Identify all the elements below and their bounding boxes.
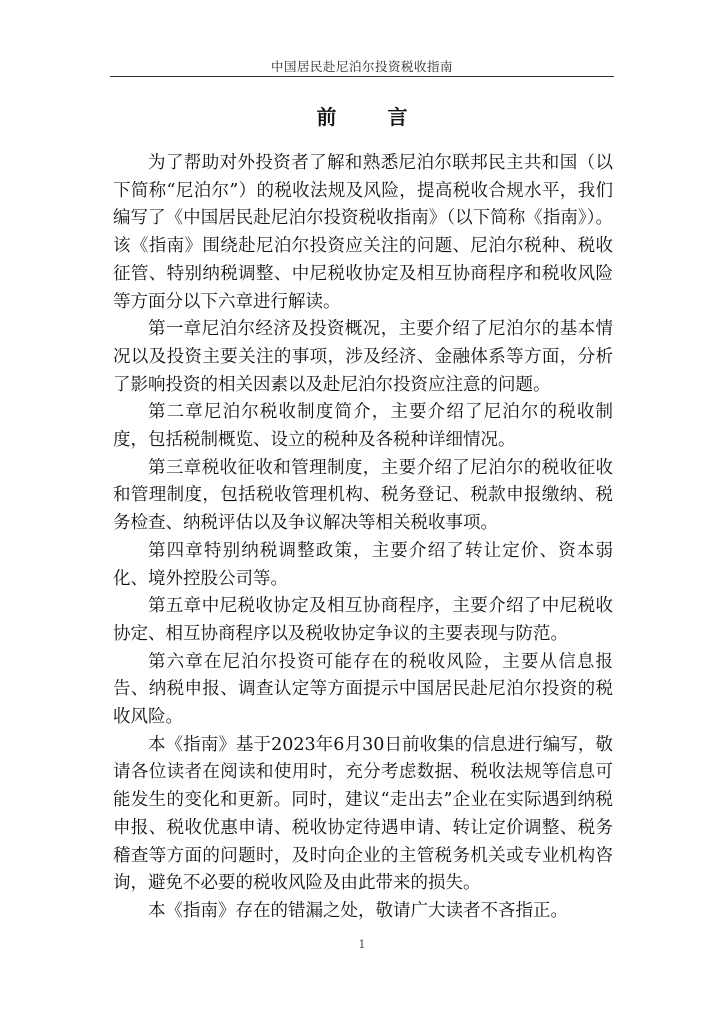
paragraph-disclaimer: 本《指南》基于2023年6月30日前收集的信息进行编写，敬请各位读者在阅读和使用时，充分考虑数据、税收法规等信息可能发生的变化和更新。同时，建议“走出去”企业在实际遇到纳税申报、税收优惠申请、税收协定待遇申请、转让定价调整、税务稽查等方面的问题时，及时向企业的主管税务机关或专业机构咨询，避免不必要的税收风险及由此带来的损失。 [113,734,613,894]
body-text [113,150,613,926]
paragraph-chapter-4: 第四章特别纳税调整政策，主要介绍了转让定价、资本弱化、境外控股公司等。 [113,540,613,589]
paragraph-chapter-2: 第二章尼泊尔税收制度简介，主要介绍了尼泊尔的税收制度，包括税制概览、设立的税种及各税种详细情况。 [113,402,613,451]
paragraph-chapter-5: 第五章中尼税收协定及相互协商程序，主要介绍了中尼税收协定、相互协商程序以及税收协定争议的主要表现与防范。 [113,596,613,644]
header-divider [110,76,614,77]
paragraph-chapter-1: 第一章尼泊尔经济及投资概况，主要介绍了尼泊尔的基本情况以及投资主要关注的事项，涉及经济、金融体系等方面，分析了影响投资的相关因素以及赴尼泊尔投资应注意的问题。 [113,319,613,395]
paragraph-chapter-6: 第六章在尼泊尔投资可能存在的税收风险，主要从信息报告、纳税申报、调查认定等方面提示中国居民赴尼泊尔投资的税收风险。 [113,651,613,728]
page-title: 前 言 [316,105,430,129]
paragraph-intro: 为了帮助对外投资者了解和熟悉尼泊尔联邦民主共和国（以下简称“尼泊尔”）的税收法规及风险，提高税收合规水平，我们编写了《中国居民赴尼泊尔投资税收指南》（以下简称《指南》）。该《指南》围绕赴尼泊尔投资应关注的问题、尼泊尔税种、税收征管、特别纳税调整、中尼税收协定及相互协商程序和税收风险等方面分以下六章进行解读。 [113,153,613,312]
paragraph-chapter-3: 第三章税收征收和管理制度，主要介绍了尼泊尔的税收征收和管理制度，包括税收管理机构、税务登记、税款申报缴纳、税务检查、纳税评估以及争议解决等相关税收事项。 [113,457,613,534]
page-number: 1 [358,938,366,951]
running-header: 中国居民赴尼泊尔投资税收指南 [270,59,453,74]
paragraph-closing: 本《指南》存在的错漏之处，敬请广大读者不吝指正。 [148,900,568,921]
